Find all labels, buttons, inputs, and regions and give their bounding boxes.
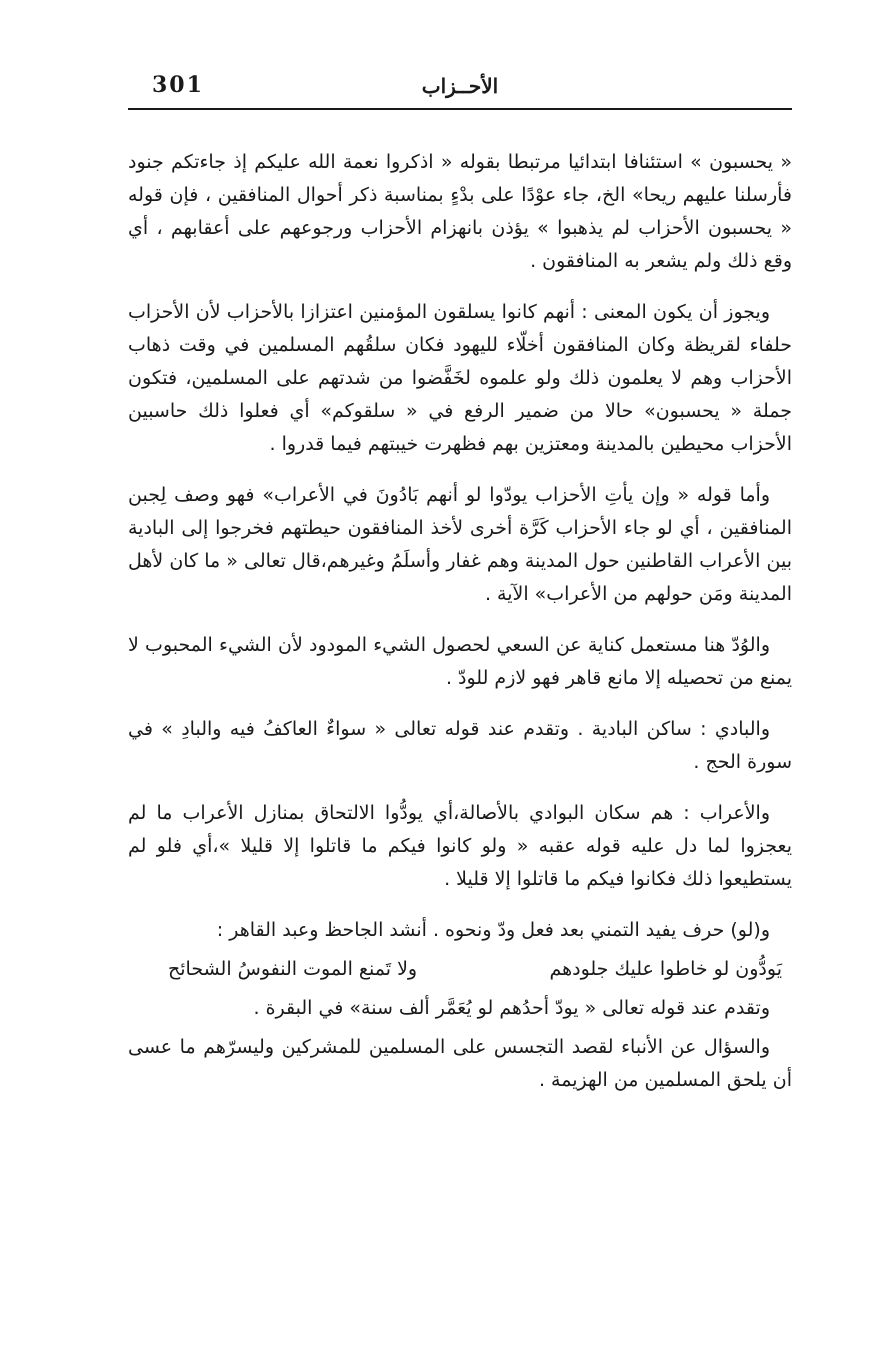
running-title: الأحــزاب [421,74,499,98]
poetry-verse [128,953,792,986]
paragraph: وتقدم عند قوله تعالى « يودّ أحدُهم لو يُعَمَّر ألف سنة» في البقرة . [253,997,770,1019]
paragraph: « يحسبون » استئنافا ابتدائيا مرتبطا بقوله « اذكروا نعمة الله عليكم إذ جاءتكم جنود فأرسلنا عليهم ريحا» الخ، جاء عوْدًا على بدْءٍ بمناسبة ذكر أحوال المنافقين ، فإن قوله « يحسبون الأحزاب لم يذهبوا » يؤذن بانهزام الأحزاب ورجوعهم على أعقابهم ، أي وقع ذلك ولم يشعر به المنافقون . [128,151,792,272]
paragraph: ويجوز أن يكون المعنى : أنهم كانوا يسلقون المؤمنين اعتزازا بالأحزاب لأن الأحزاب حلفاء لقريظة وكان المنافقون أخلّاء لليهود فكان سلقُهم المسلمين في وقت ذهاب الأحزاب وهم لا يعلمون ذلك ولو علموه لخَفَّضوا من شدتهم على المسلمين، فتكون جملة « يحسبون» حالا من ضمير الرفع في « سلقوكم» أي فعلوا ذلك حاسبين الأحزاب محيطين بالمدينة ومعتزين بهم فظهرت خيبتهم فيما قدروا . [128,301,792,455]
paragraph: والسؤال عن الأنباء لقصد التجسس على المسلمين للمشركين وليسرّهم ما عسى أن يلحق المسلمين من الهزيمة . [128,1036,792,1091]
paragraph: و(لو) حرف يفيد التمني بعد فعل ودّ ونحوه . أنشد الجاحظ وعبد القاهر : [216,919,770,941]
verse-first-hemistich: يَودُّون لو خاطوا عليك جلودهم [549,958,782,980]
paragraph: وأما قوله « وإن يأتِ الأحزاب يودّوا لو أنهم بَادُونَ في الأعراب» فهو وصف لِجبن المنافقين ، أي لو جاء الأحزاب كَرَّة أخرى لأخذ المنافقون حيطتهم فخرجوا إلى البادية بين الأعراب القاطنين حول المدينة وهم غفار وأسلَمُ وغيرهم،قال تعالى « ما كان لأهل المدينة ومَن حولهم من الأعراب» الآية . [128,484,792,605]
paragraph: والوُدّ هنا مستعمل كناية عن السعي لحصول الشيء المودود لأن الشيء المحبوب لا يمنع من تحصيله إلا مانع قاهر فهو لازم للودّ . [128,634,792,689]
page-header [128,66,792,106]
paragraph: والأعراب : هم سكان البوادي بالأصالة،أي يودُّوا الالتحاق بمنازل الأعراب ما لم يعجزوا لما دل عليه قوله عقبه « ولو كانوا فيكم ما قاتلوا إلا قليلا »،أي فلو لم يستطيعوا ذلك فكانوا فيكم ما قاتلوا إلا قليلا . [128,802,792,890]
header-rule [128,108,792,110]
paragraph: والبادي : ساكن البادية . وتقدم عند قوله تعالى « سواءٌ العاكفُ فيه والبادِ » في سورة الحج . [128,718,792,773]
page-number: 301 [152,72,204,98]
verse-second-hemistich: ولا تَمنع الموت النفوسُ الشحائح [168,958,418,980]
page-body [128,146,792,1115]
